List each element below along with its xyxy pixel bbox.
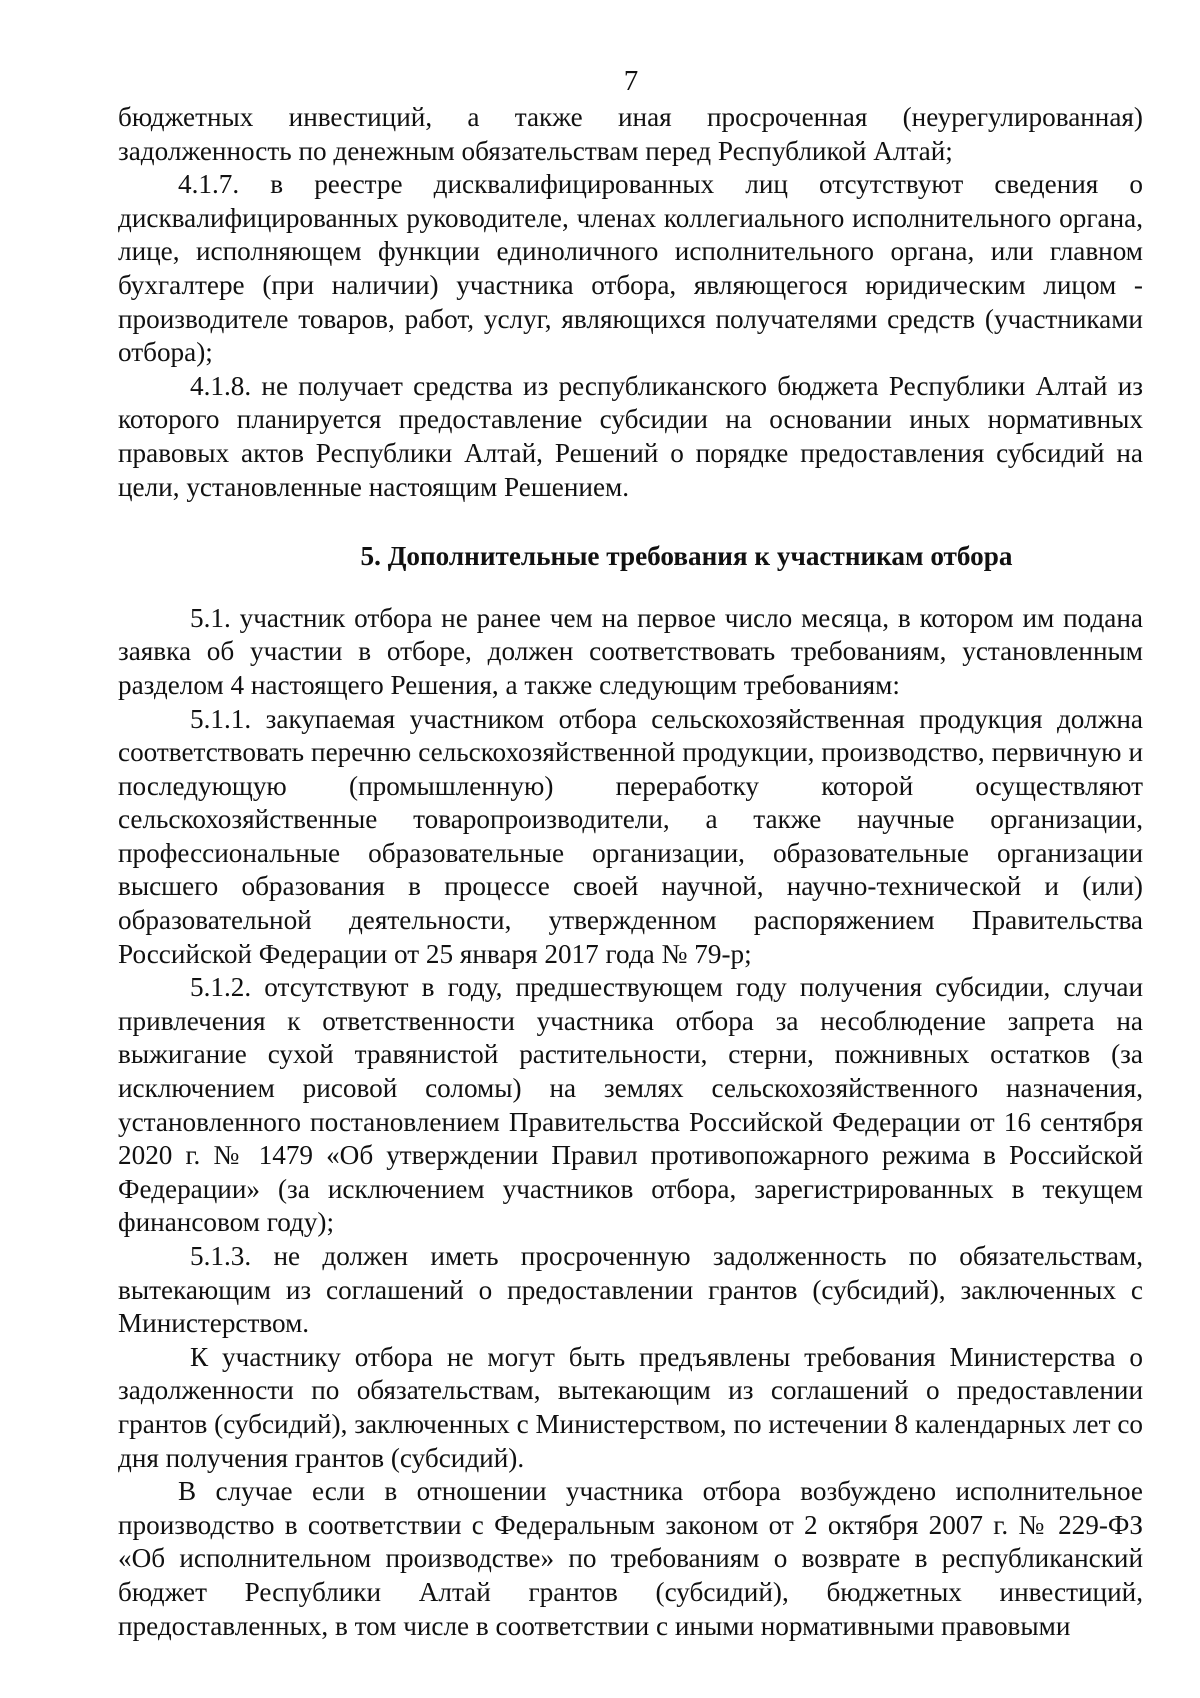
page-number: 7	[623, 65, 639, 97]
document-body	[118, 101, 1143, 1643]
section-heading: 5. Дополнительные требования к участникам отбора	[360, 541, 1013, 572]
paragraph-5-1-3: 5.1.3. не должен иметь просроченную задолженность по обязательствам, вытекающим из соглашений о предоставлении грантов (субсидий), заключенных с Министерством.	[118, 1241, 1143, 1339]
paragraph-4-1-7: 4.1.7. в реестре дисквалифицированных лиц отсутствуют сведения о дисквалифицированных руководителе, членах коллегиального исполнительного органа, лице, исполняющем функции единоличного исполнительного органа, или главном бухгалтере (при наличии) участника отбора, являющегося юридическим лицом - производителе товаров, работ, услуг, являющихся получателями средств (участниками отбора);	[118, 169, 1143, 368]
paragraph-4-1-8: 4.1.8. не получает средства из республиканского бюджета Республики Алтай из которого планируется предоставление субсидии на основании иных нормативных правовых актов Республики Алтай, Решений о порядке предоставления субсидий на цели, установленные настоящим Решением.	[118, 370, 1143, 502]
paragraph-5-1-1: 5.1.1. закупаемая участником отбора сельскохозяйственная продукция должна соответствовать перечню сельскохозяйственной продукции, производство, первичную и последующую (промышленную) переработку которой осуществляют сельскохозяйственные товаропроизводители, а также научные организации, профессиональные образовательные организации, образовательные организации высшего образования в процессе своей научной, научно-технической и (или) образовательной деятельности, утвержденном распоряжением Правительства Российской Федерации от 25 января 2017 года № 79-р;	[118, 703, 1143, 969]
paragraph-claims-limitation: К участнику отбора не могут быть предъявлены требования Министерства о задолженности по обязательствам, вытекающим из соглашений о предоставлении грантов (субсидий), заключенных с Министерством, по истечении 8 календарных лет со дня получения грантов (субсидий).	[118, 1341, 1143, 1473]
paragraph-continuation: бюджетных инвестиций, а также иная просроченная (неурегулированная) задолженность по денежным обязательствам перед Республикой Алтай;	[118, 102, 1143, 166]
paragraph-5-1: 5.1. участник отбора не ранее чем на первое число месяца, в котором им подана заявка об участии в отборе, должен соответствовать требованиям, установленным разделом 4 настоящего Решения, а также следующим требованиям:	[118, 602, 1143, 700]
paragraph-5-1-2: 5.1.2. отсутствуют в году, предшествующем году получения субсидии, случаи привлечения к ответственности участника отбора за несоблюдение запрета на выжигание сухой травянистой растительности, стерни, пожнивных остатков (за исключением рисовой соломы) на землях сельскохозяйственного назначения, установленного постановлением Правительства Российской Федерации от 16 сентября 2020 г. № 1479 «Об утверждении Правил противопожарного режима в Российской Федерации» (за исключением участников отбора, зарегистрированных в текущем финансовом году);	[118, 972, 1143, 1238]
paragraph-enforcement: В случае если в отношении участника отбора возбуждено исполнительное производство в соответствии с Федеральным законом от 2 октября 2007 г. № 229-ФЗ «Об исполнительном производстве» по требованиям о возврате в республиканский бюджет Республики Алтай грантов (субсидий), бюджетных инвестиций, предоставленных, в том числе в соответствии с иными нормативными правовыми	[118, 1476, 1143, 1641]
